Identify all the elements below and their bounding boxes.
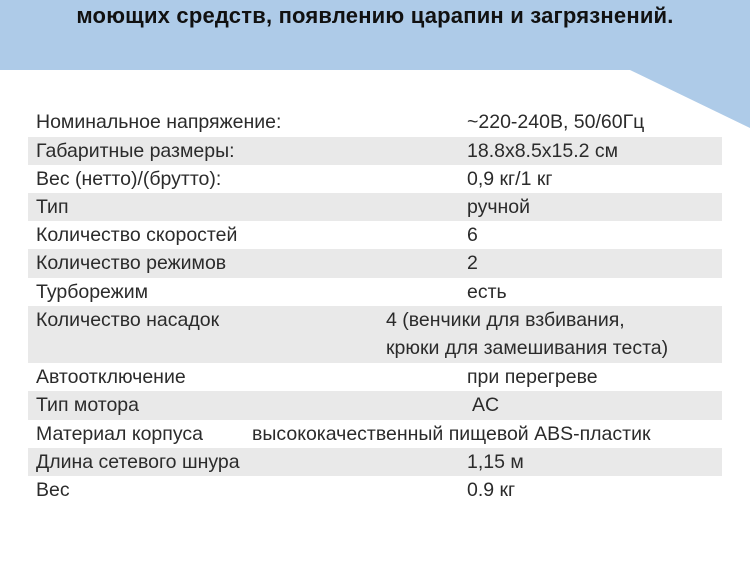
spec-value: 18.8x8.5x15.2 см [467, 140, 619, 162]
spec-value: 0.9 кг [467, 479, 516, 501]
spec-value: высококачественный пищевой ABS-пластик [252, 423, 651, 445]
spec-label: Вес (нетто)/(брутто): [36, 168, 222, 190]
spec-value: ~220-240В, 50/60Гц [467, 111, 645, 133]
spec-table [28, 108, 722, 505]
spec-value: 4 (венчики для взбивания, [386, 309, 625, 331]
spec-value: 2 [467, 252, 478, 274]
spec-value: ручной [467, 196, 531, 218]
spec-value: 6 [467, 224, 478, 246]
spec-value: есть [467, 281, 507, 303]
spec-label: Турборежим [36, 281, 149, 303]
spec-value: AC [472, 394, 500, 416]
spec-value: 0,9 кг/1 кг [467, 168, 553, 190]
spec-value: при перегреве [467, 366, 598, 388]
spec-row [28, 306, 722, 363]
spec-row [28, 165, 722, 193]
spec-row [28, 193, 722, 221]
spec-row [28, 420, 722, 448]
spec-label: Тип мотора [36, 394, 139, 416]
spec-row [28, 448, 722, 476]
spec-label: Количество насадок [36, 309, 220, 331]
spec-value-line2: крюки для замешивания теста) [386, 337, 669, 359]
spec-label: Вес [36, 479, 70, 501]
spec-label: Автоотключение [36, 366, 186, 388]
spec-row [28, 363, 722, 391]
spec-label: Материал корпуса [36, 423, 203, 445]
spec-label: Длина сетевого шнура [36, 451, 240, 473]
banner-text: моющих средств, появлению царапин и загрязнений. [76, 3, 674, 28]
spec-row [28, 137, 722, 165]
spec-row [28, 391, 722, 420]
spec-row [28, 221, 722, 249]
spec-label: Номинальное напряжение: [36, 111, 282, 133]
spec-value: 1,15 м [467, 451, 524, 473]
spec-row [28, 108, 722, 137]
spec-label: Количество скоростей [36, 224, 238, 246]
spec-label: Тип [36, 196, 69, 218]
spec-label: Количество режимов [36, 252, 227, 274]
spec-row [28, 476, 722, 505]
spec-row [28, 249, 722, 278]
spec-row [28, 278, 722, 306]
spec-label: Габаритные размеры: [36, 140, 235, 162]
